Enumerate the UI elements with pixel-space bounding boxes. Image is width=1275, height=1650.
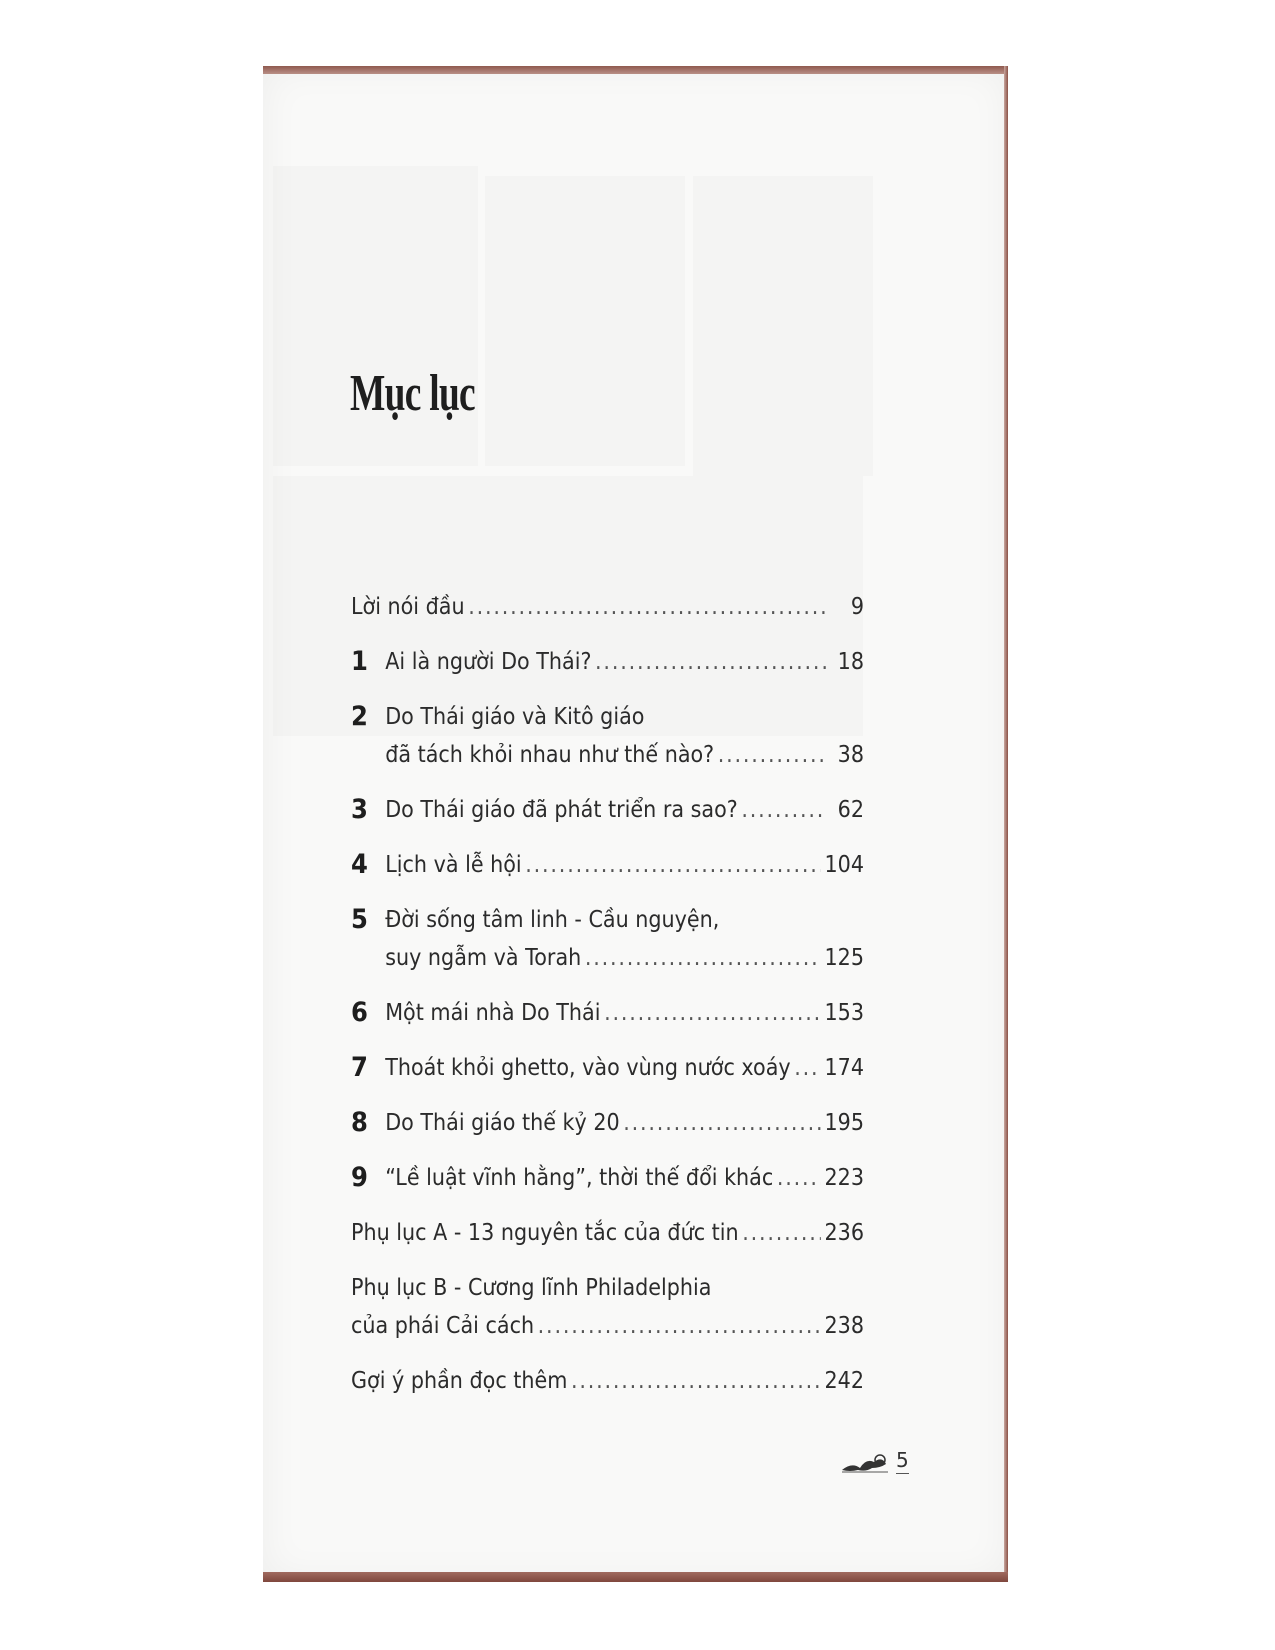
dot-leader: [718, 736, 826, 774]
page-folio: [840, 1448, 909, 1474]
page-edge-right: [1004, 66, 1008, 1580]
chapter-number: 3: [351, 794, 368, 825]
toc-entry-chapter-1[interactable]: [351, 643, 864, 681]
toc-entry-chapter-9[interactable]: [351, 1159, 864, 1197]
chapter-number: 5: [351, 904, 368, 935]
dot-leader: [777, 1159, 821, 1197]
decorative-ornament-icon: [840, 1450, 890, 1474]
dot-leader: [538, 1307, 821, 1345]
toc-page-number: 153: [824, 1000, 864, 1026]
toc-entry-label: Đời sống tâm linh - Cầu nguyện,: [385, 907, 720, 933]
chapter-number: 8: [351, 1107, 368, 1138]
toc-page-number: 195: [824, 1110, 864, 1136]
chapter-number: 7: [351, 1052, 368, 1083]
toc-page-number: 238: [824, 1313, 864, 1339]
toc-entry-label: Một mái nhà Do Thái: [385, 1000, 601, 1026]
table-of-contents: [351, 588, 864, 1417]
toc-entry-chapter-5[interactable]: [351, 901, 864, 977]
toc-page-number: 242: [824, 1368, 864, 1394]
chapter-number: 9: [351, 1162, 368, 1193]
page-edge-top: [263, 66, 1008, 74]
toc-entry-label: Do Thái giáo đã phát triển ra sao?: [385, 797, 738, 823]
toc-entry-label: “Lề luật vĩnh hằng”, thời thế đổi khác: [385, 1165, 774, 1191]
page-edge-bottom: [263, 1572, 1008, 1582]
toc-page-number: 125: [824, 945, 864, 971]
toc-entry-chapter-2[interactable]: [351, 698, 864, 774]
toc-entry-label: Do Thái giáo thế kỷ 20: [385, 1110, 620, 1136]
toc-entry-label: Ai là người Do Thái?: [385, 649, 592, 675]
toc-page-number: 18: [837, 649, 864, 675]
toc-page-number: 38: [837, 742, 864, 768]
toc-page-number: 104: [824, 852, 864, 878]
toc-entry-label: Phụ lục A - 13 nguyên tắc của đức tin: [351, 1220, 739, 1246]
toc-page-number: 62: [837, 797, 864, 823]
chapter-number: 1: [351, 646, 368, 677]
dot-leader: [794, 1049, 821, 1087]
page-title: Mục lục: [350, 365, 475, 422]
toc-entry-label-continued: đã tách khỏi nhau như thế nào?: [385, 742, 715, 768]
dot-leader: [595, 643, 826, 681]
toc-entry-chapter-3[interactable]: [351, 791, 864, 829]
toc-entry-label: Lịch và lễ hội: [385, 852, 522, 878]
toc-entry-label: Gợi ý phần đọc thêm: [351, 1368, 568, 1394]
toc-entry-preface[interactable]: [351, 588, 864, 626]
toc-entry-appendix-b[interactable]: [351, 1269, 864, 1345]
toc-entry-label: Lời nói đầu: [351, 594, 465, 620]
dot-leader: [623, 1104, 821, 1142]
toc-entry-further-reading[interactable]: [351, 1362, 864, 1400]
dot-leader: [571, 1362, 821, 1400]
toc-entry-chapter-4[interactable]: [351, 846, 864, 884]
dot-leader: [742, 1214, 821, 1252]
chapter-number: 2: [351, 701, 368, 732]
toc-entry-label-continued: của phái Cải cách: [351, 1313, 535, 1339]
page-number: 5: [896, 1448, 909, 1472]
toc-entry-appendix-a[interactable]: [351, 1214, 864, 1252]
toc-page-number: 9: [850, 594, 864, 620]
chapter-number: 4: [351, 849, 368, 880]
toc-page-number: 236: [824, 1220, 864, 1246]
background-image-panel: [693, 176, 873, 476]
dot-leader: [468, 588, 826, 626]
background-image-panel: [485, 176, 685, 466]
toc-entry-chapter-6[interactable]: [351, 994, 864, 1032]
toc-entry-chapter-8[interactable]: [351, 1104, 864, 1142]
toc-entry-chapter-7[interactable]: [351, 1049, 864, 1087]
dot-leader: [604, 994, 821, 1032]
toc-entry-label-continued: suy ngẫm và Torah: [385, 945, 582, 971]
chapter-number: 6: [351, 997, 368, 1028]
toc-page-number: 223: [824, 1165, 864, 1191]
dot-leader: [525, 846, 821, 884]
toc-entry-label: Thoát khỏi ghetto, vào vùng nước xoáy: [385, 1055, 791, 1081]
dot-leader: [585, 939, 821, 977]
toc-entry-label: Do Thái giáo và Kitô giáo: [385, 704, 645, 730]
dot-leader: [741, 791, 826, 829]
toc-page-number: 174: [824, 1055, 864, 1081]
toc-entry-label: Phụ lục B - Cương lĩnh Philadelphia: [351, 1275, 712, 1301]
